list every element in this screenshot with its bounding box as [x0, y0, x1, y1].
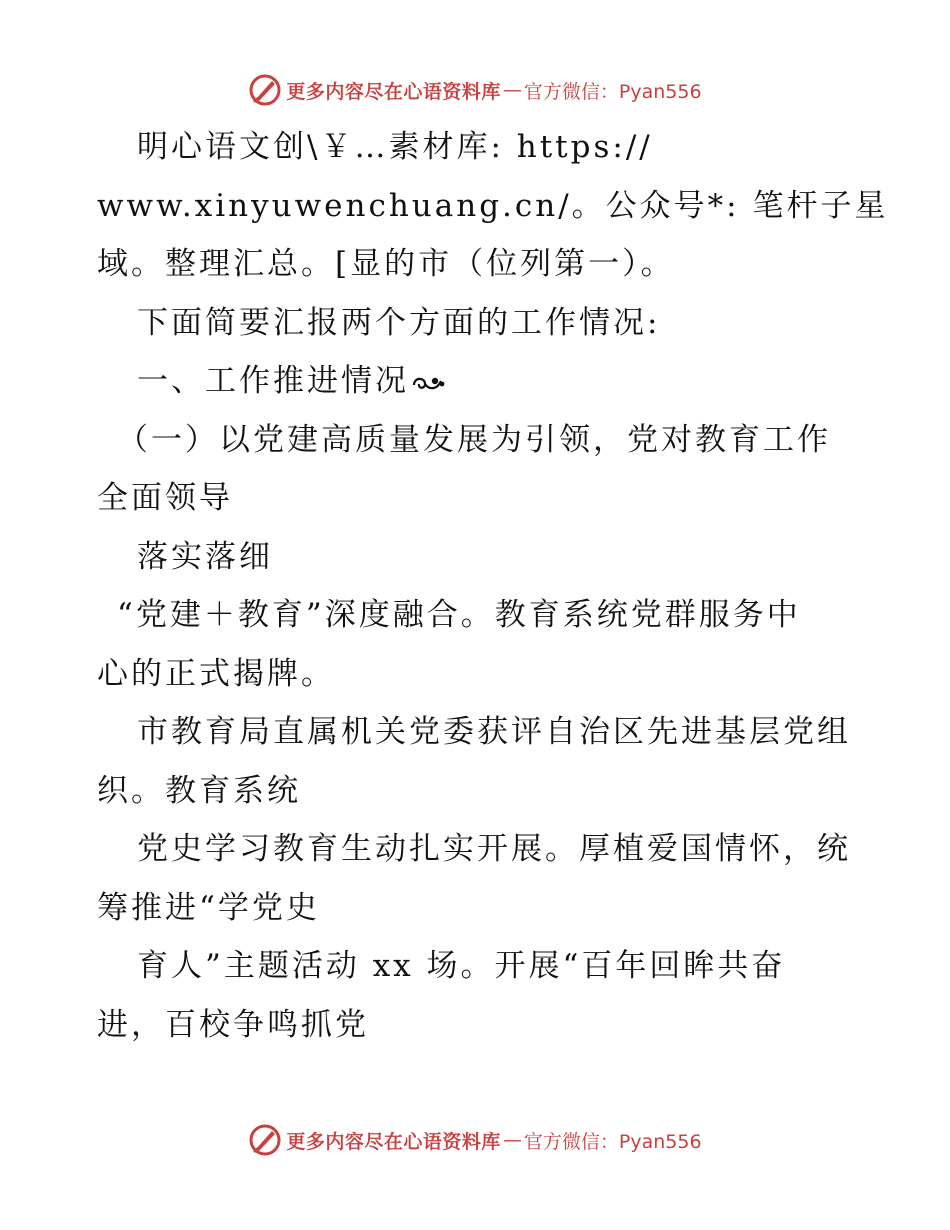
body-line: 下面简要汇报两个方面的工作情况:	[137, 304, 661, 341]
section-heading	[97, 352, 857, 411]
quill-pen-logo-icon	[248, 73, 282, 107]
body-line: 市教育局直属机关党委获评自治区先进基层党组	[137, 714, 851, 750]
body-line: 心的正式揭牌。	[97, 655, 335, 692]
body-line: “党建＋教育”深度融合。教育系统党群服务中	[117, 597, 801, 633]
body-line: 党史学习教育生动扎实开展。厚植爱国情怀，统	[137, 831, 851, 867]
banner-wechat-id: 官方微信：Pyan556	[523, 80, 702, 103]
body-line: 进，百校争鸣抓党	[97, 1006, 369, 1043]
banner-title: 更多内容尽在心语资料库	[286, 80, 501, 103]
document-body	[97, 118, 889, 1054]
body-line: 筹推进“学党史	[97, 889, 320, 926]
body-line: www.xinyuwenchuang.cn/。公众号*: 笔杆子星	[97, 187, 889, 224]
body-line: （一）以党建高质量发展为引领，党对教育工作	[117, 421, 831, 458]
banner-separator: —	[502, 1129, 522, 1151]
body-line: 全面领导	[97, 480, 233, 516]
banner-separator: —	[502, 79, 522, 101]
footer-banner	[0, 1120, 950, 1160]
section-heading-text: 一、工作推进情况	[137, 363, 409, 399]
quill-pen-logo-icon	[248, 1123, 282, 1157]
fleuron-icon	[411, 373, 445, 393]
body-line: 域。整理汇总。[显的市（位列第一）。	[97, 246, 675, 282]
banner-wechat-id: 官方微信：Pyan556	[523, 1130, 702, 1153]
body-line: 育人”主题活动 xx 场。开展“百年回眸共奋	[137, 948, 786, 984]
body-line: 明心语文创\￥…素材库: https://	[137, 129, 653, 165]
body-line: 织。教育系统	[97, 772, 301, 809]
body-line: 落实落细	[137, 538, 273, 575]
banner-title: 更多内容尽在心语资料库	[286, 1130, 501, 1153]
header-banner	[0, 70, 950, 110]
